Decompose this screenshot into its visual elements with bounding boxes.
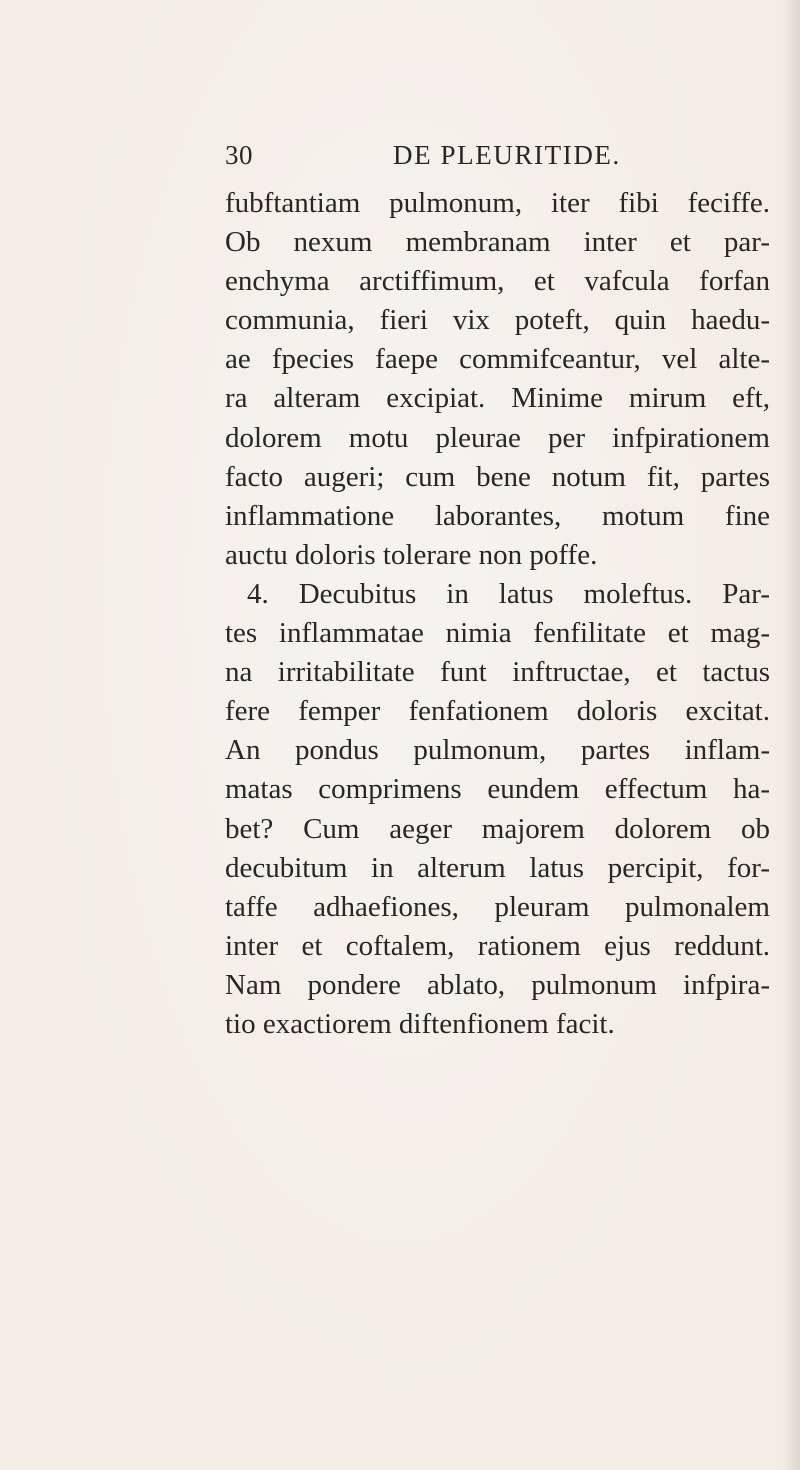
text-line: taffe adhaefiones, pleuram pulmonalem	[225, 890, 770, 923]
text-line: facto augeri; cum bene notum fit, partes	[225, 460, 770, 493]
text-line: matas comprimens eundem effectum ha-	[225, 773, 770, 806]
text-line: ae fpecies faepe commifceantur, vel alte-	[225, 343, 770, 376]
page-edge-shadow	[782, 0, 800, 1470]
text-line: na irritabilitate funt inftructae, et tactus	[225, 656, 770, 689]
text-line: inflammatione laborantes, motum fine	[225, 499, 770, 532]
text-line: tes inflammatae nimia fenfilitate et mag-	[225, 617, 770, 650]
text-line: bet? Cum aeger majorem dolorem ob	[225, 812, 770, 845]
section-start-line: 4. Decubitus in latus moleftus. Par-	[247, 577, 770, 610]
text-line: communia, fieri vix poteft, quin haedu-	[225, 304, 770, 337]
text-line: inter et coftalem, rationem ejus reddunt.	[225, 929, 770, 962]
running-head: DE PLEURITIDE.	[393, 140, 621, 170]
text-line: fubftantiam pulmonum, iter fibi feciffe.	[225, 187, 770, 219]
text-line: auctu doloris tolerare non poffe.	[225, 538, 598, 571]
text-line: An pondus pulmonum, partes inflam-	[225, 734, 770, 767]
text-line: dolorem motu pleurae per infpirationem	[225, 421, 770, 454]
text-line: Ob nexum membranam inter et par-	[225, 226, 770, 259]
text-line: enchyma arctiffimum, et vafcula forfan	[225, 265, 770, 298]
text-line: Nam pondere ablato, pulmonum infpira-	[225, 968, 770, 1001]
text-line: ra alteram excipiat. Minime mirum eft,	[225, 382, 770, 415]
text-line: tio exactiorem diftenfionem facit.	[225, 1007, 615, 1040]
text-line: decubitum in alterum latus percipit, for-	[225, 851, 770, 884]
page-number: 30	[225, 140, 253, 170]
body-text	[225, 184, 770, 1044]
text-line: fere femper fenfationem doloris excitat.	[225, 695, 770, 728]
page-header	[225, 140, 685, 180]
